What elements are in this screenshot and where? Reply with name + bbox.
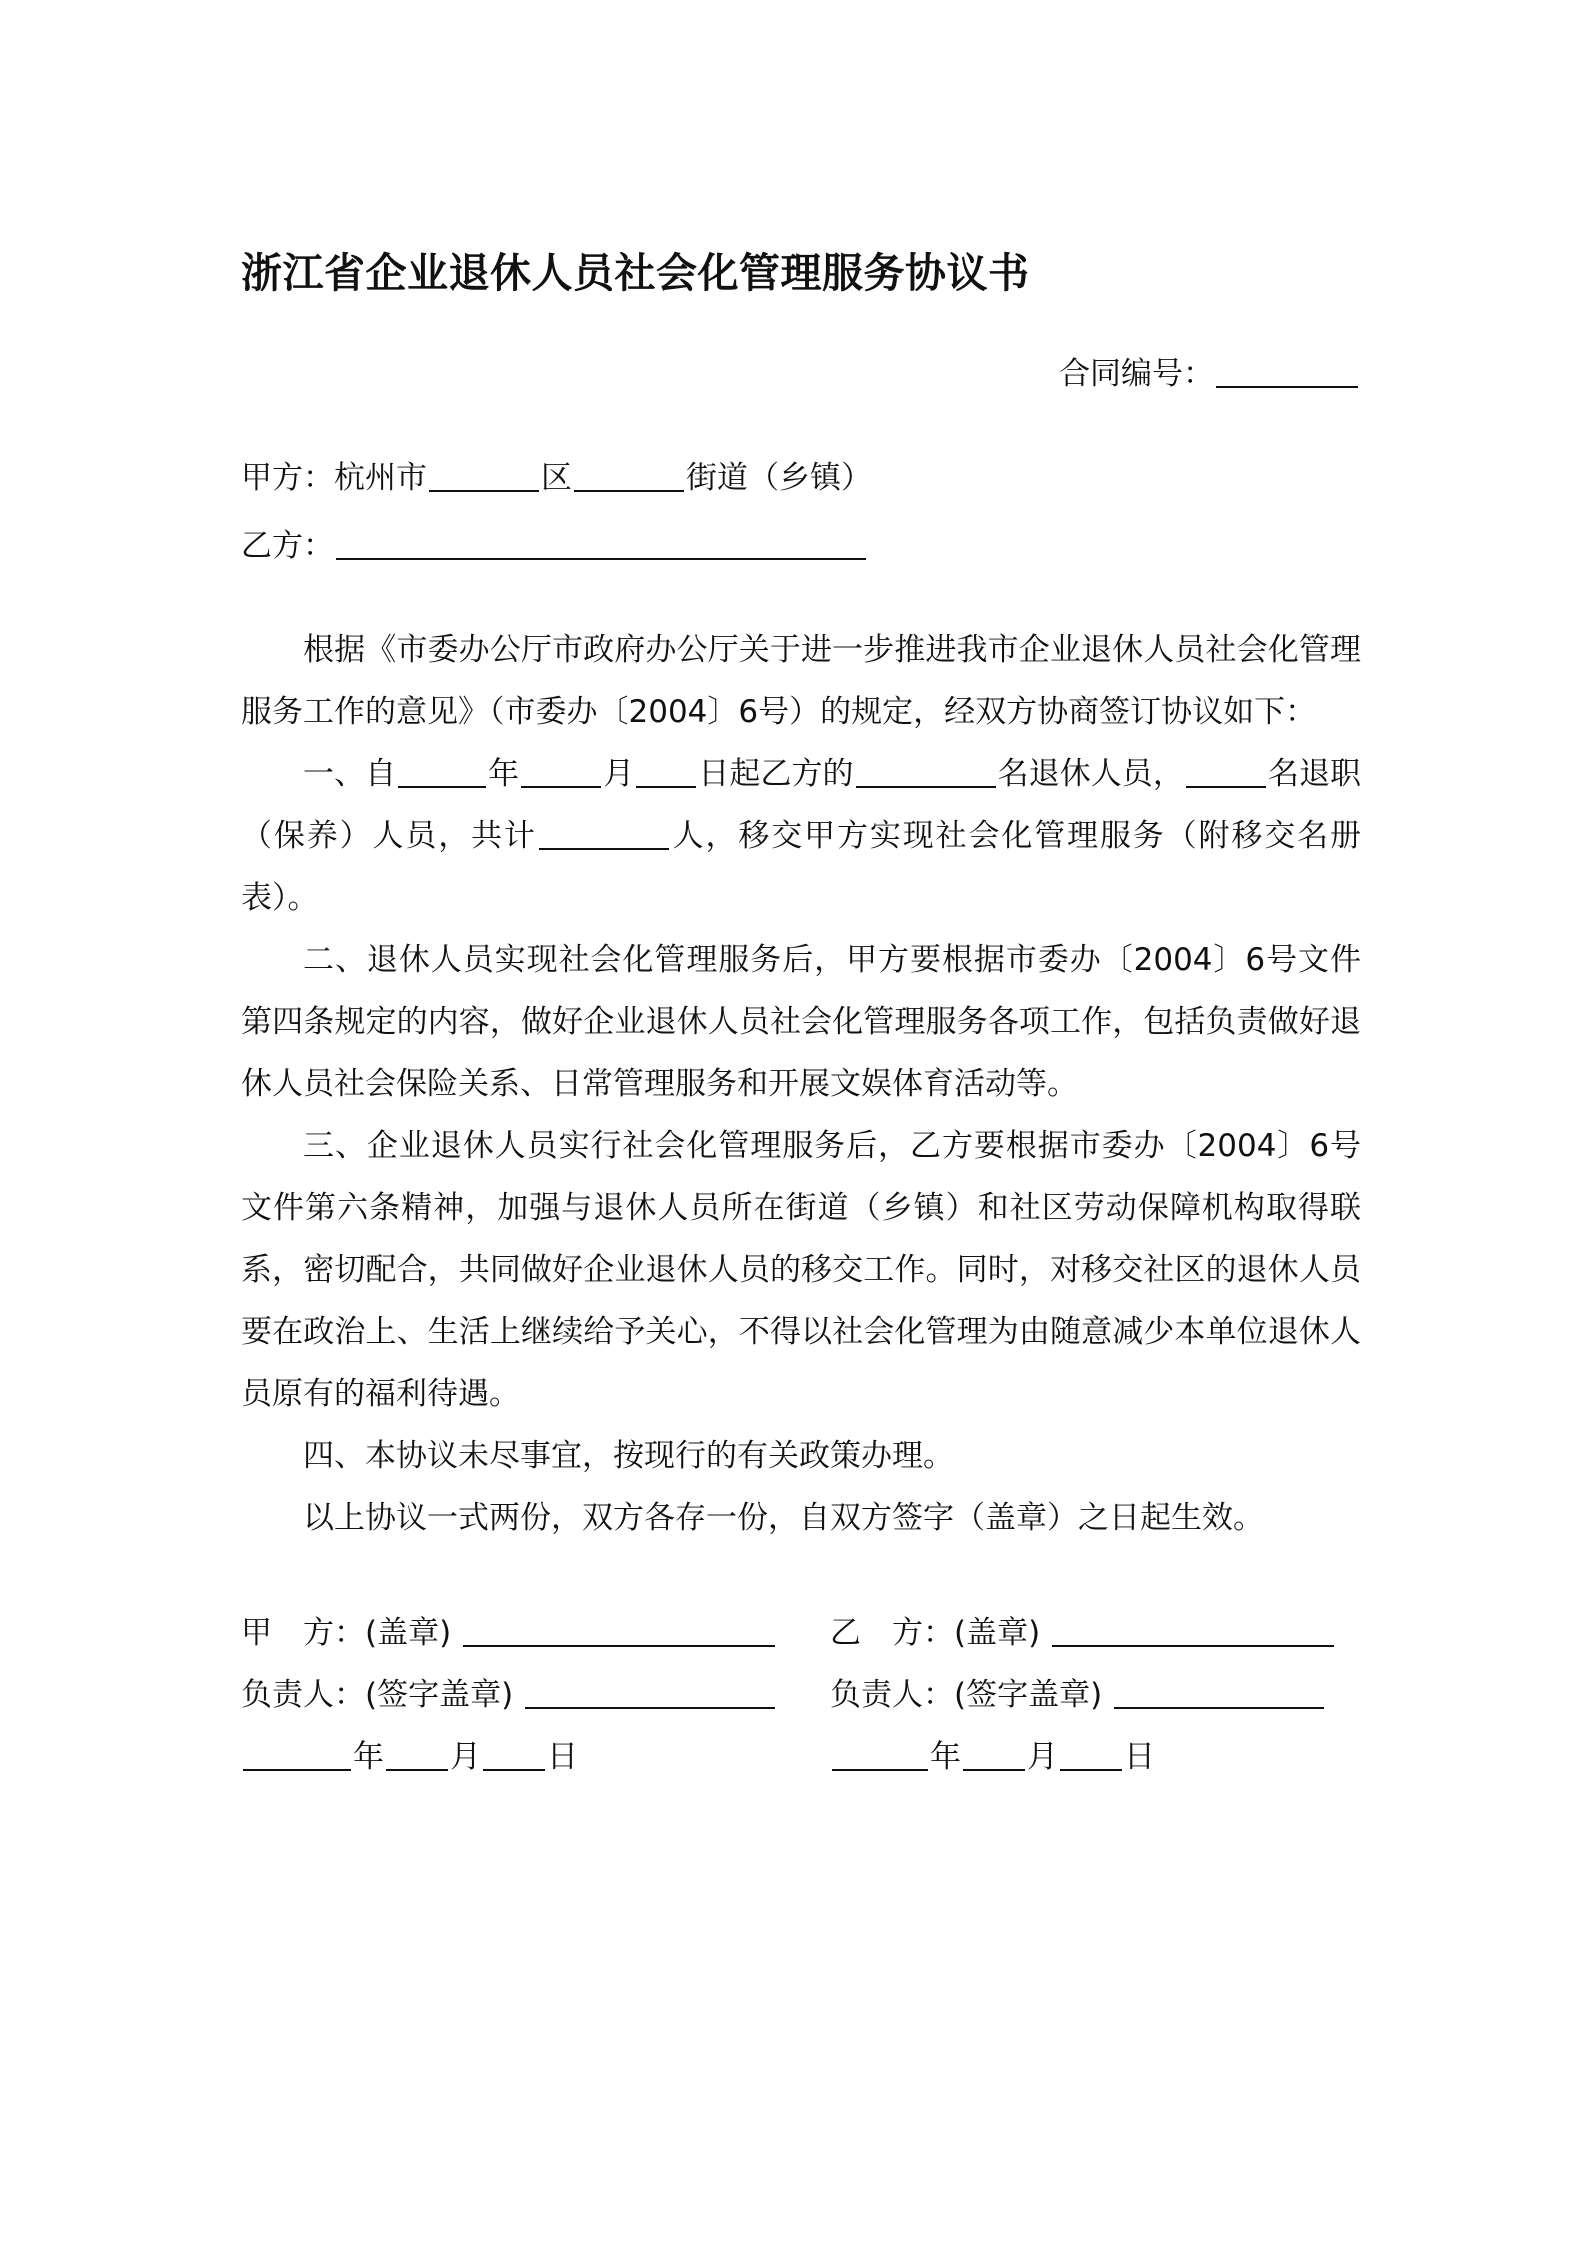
contract-number-blank[interactable]: [1216, 356, 1358, 388]
party-b-seal-line: [830, 1611, 1336, 1655]
party-a-line: [241, 456, 872, 500]
party-b-person-blank[interactable]: [1114, 1677, 1324, 1709]
party-a-label: 甲方：杭州市: [241, 460, 427, 496]
party-a-day-label: 日: [547, 1739, 578, 1775]
party-b-month-blank[interactable]: [963, 1739, 1025, 1771]
party-a-person-blank[interactable]: [525, 1677, 775, 1709]
party-b-seal-label: 乙 方：(盖章): [830, 1615, 1041, 1651]
clause-4: 四、本协议未尽事宜，按现行的有关政策办理。: [303, 1438, 954, 1474]
party-a-year-label: 年: [353, 1739, 384, 1775]
party-b-year-blank[interactable]: [832, 1739, 928, 1771]
party-a-date-line: [241, 1735, 578, 1779]
party-a-seal-blank[interactable]: [463, 1615, 775, 1647]
start-month-blank[interactable]: [521, 756, 601, 788]
clause-1-part-g: 人，移交甲方实现社会化管理服务（附移交名册表）。: [241, 818, 1362, 916]
party-b-month-label: 月: [1027, 1739, 1058, 1775]
intro-paragraph: 根据《市委办公厅市政府办公厅关于进一步推进我市企业退休人员社会化管理服务工作的意见》（市委办〔2004〕6号）的规定，经双方协商签订协议如下：: [241, 632, 1361, 730]
party-a-day-blank[interactable]: [483, 1739, 545, 1771]
party-b-blank[interactable]: [336, 528, 866, 560]
resigned-count-blank[interactable]: [1186, 756, 1266, 788]
closing-paragraph: 以上协议一式两份，双方各存一份，自双方签字（盖章）之日起生效。: [303, 1500, 1264, 1536]
party-a-person-label: 负责人：(签字盖章): [241, 1677, 514, 1713]
party-a-month-label: 月: [450, 1739, 481, 1775]
party-a-seal-label: 甲 方：(盖章): [241, 1615, 452, 1651]
start-day-blank[interactable]: [636, 756, 696, 788]
clause-1-part-e: 名退休人员，: [997, 756, 1184, 792]
district-label: 区: [541, 460, 572, 496]
clause-1-part-a: 一、自: [303, 756, 397, 792]
street-label: 街道（乡镇）: [686, 460, 872, 496]
document-title: 浙江省企业退休人员社会化管理服务协议书: [241, 249, 1030, 297]
clause-2: 二、退休人员实现社会化管理服务后，甲方要根据市委办〔2004〕6号文件第四条规定的内容，做好企业退休人员社会化管理服务各项工作，包括负责做好退休人员社会保险关系、日常管理服务和开展文娱体育活动等。: [241, 942, 1361, 1102]
party-a-person-line: [241, 1673, 777, 1717]
party-b-year-label: 年: [930, 1739, 961, 1775]
party-b-person-line: [830, 1673, 1326, 1717]
retired-count-blank[interactable]: [856, 756, 996, 788]
party-a-year-blank[interactable]: [243, 1739, 351, 1771]
party-b-person-label: 负责人：(签字盖章): [830, 1677, 1103, 1713]
clause-1-part-b: 年: [488, 756, 520, 792]
party-b-day-label: 日: [1124, 1739, 1155, 1775]
party-a-month-blank[interactable]: [386, 1739, 448, 1771]
total-count-blank[interactable]: [539, 818, 669, 850]
district-blank[interactable]: [429, 460, 539, 492]
party-b-seal-blank[interactable]: [1052, 1615, 1334, 1647]
clause-1-part-f: 名退职（保养）人员，共计: [241, 756, 1362, 854]
contract-number: [1059, 352, 1360, 396]
contract-number-label: 合同编号：: [1059, 356, 1214, 392]
clause-3: 三、企业退休人员实行社会化管理服务后，乙方要根据市委办〔2004〕6号文件第六条精神，加强与退休人员所在街道（乡镇）和社区劳动保障机构取得联系，密切配合，共同做好企业退休人员的移交工作。同时，对移交社区的退休人员要在政治上、生活上继续给予关心，不得以社会化管理为由随意减少本单位退休人员原有的福利待遇。: [241, 1128, 1361, 1412]
party-b-line: [241, 524, 868, 568]
clause-1: [241, 743, 1361, 929]
party-b-date-line: [830, 1735, 1155, 1779]
start-year-blank[interactable]: [398, 756, 486, 788]
clause-1-part-c: 月: [603, 756, 635, 792]
party-b-label: 乙方：: [241, 528, 334, 564]
clause-1-part-d: 日起乙方的: [698, 756, 854, 792]
street-blank[interactable]: [574, 460, 684, 492]
party-b-day-blank[interactable]: [1060, 1739, 1122, 1771]
party-a-seal-line: [241, 1611, 777, 1655]
